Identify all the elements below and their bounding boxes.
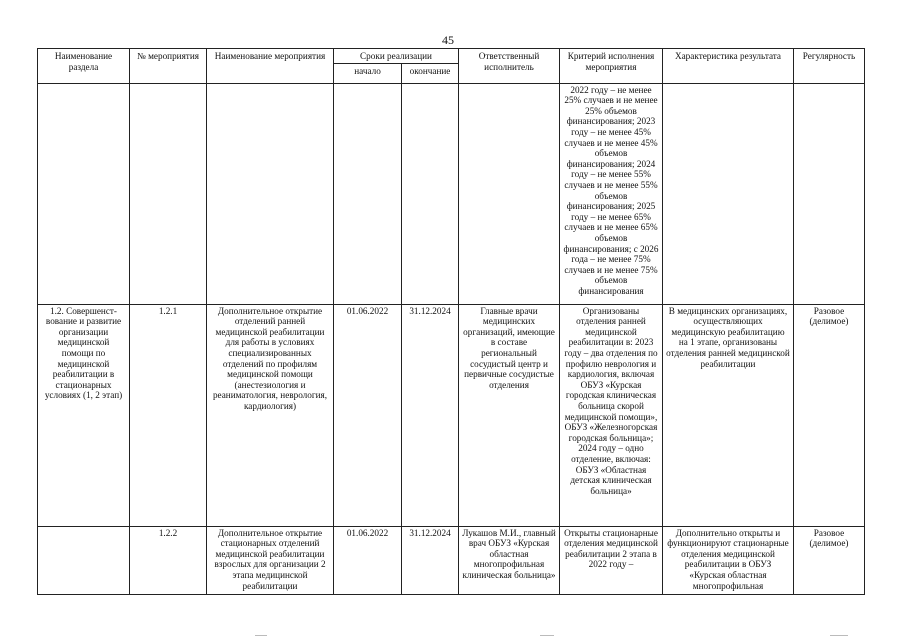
cell-responsible: Главные врачи медицинских организаций, имеющие в составе региональный сосудистый центр и первичные сосудистые отделения bbox=[459, 304, 560, 526]
cell-criterion: Открыты стационарные отделения медицинской реабилитации 2 этапа в 2022 году – bbox=[560, 526, 663, 594]
table-row bbox=[38, 83, 865, 304]
scan-mark bbox=[255, 635, 267, 636]
header-event-no: № мероприятия bbox=[130, 49, 207, 84]
cell-section: 1.2. Совершенст-вование и развитие организации медицинской помощи по медицинской реабилитации в стационарных условиях (1, 2 этап) bbox=[38, 304, 130, 526]
header-section: Наименование раздела bbox=[38, 49, 130, 84]
cell-start: 01.06.2022 bbox=[334, 526, 402, 594]
header-responsible: Ответственный исполнитель bbox=[459, 49, 560, 84]
header-row bbox=[38, 49, 865, 64]
header-terms: Сроки реализации bbox=[334, 49, 459, 64]
header-criterion: Критерий исполнения мероприятия bbox=[560, 49, 663, 84]
cell-event-name: Дополнительное открытие отделений ранней медицинской реабилитации для работы в условиях специализированных отделений по профилям медицинской помощи (анестезиология и реаниматология, неврология, кардиология) bbox=[207, 304, 334, 526]
cell-section bbox=[38, 83, 130, 304]
table-row bbox=[38, 304, 865, 526]
cell-start: 01.06.2022 bbox=[334, 304, 402, 526]
cell-regularity: Разовое (делимое) bbox=[794, 304, 865, 526]
cell-responsible: Лукашов М.И., главный врач ОБУЗ «Курская областная многопрофильная клиническая больница» bbox=[459, 526, 560, 594]
cell-result bbox=[663, 83, 794, 304]
page-number: 45 bbox=[442, 33, 454, 47]
cell-event-no: 1.2.2 bbox=[130, 526, 207, 594]
header-end: окончание bbox=[402, 63, 459, 83]
cell-responsible bbox=[459, 83, 560, 304]
cell-end: 31.12.2024 bbox=[402, 526, 459, 594]
cell-event-name: Дополнительное открытие стационарных отделений медицинской реабилитации взрослых для организации 2 этапа медицинской реабилитации bbox=[207, 526, 334, 594]
action-plan-table bbox=[37, 48, 865, 595]
cell-start bbox=[334, 83, 402, 304]
cell-result: В медицинских организациях, осуществляющих медицинскую реабилитацию на 1 этапе, организованы отделения ранней медицинской реабилитации bbox=[663, 304, 794, 526]
cell-result: Дополнительно открыты и функционируют стационарные отделения медицинской реабилитации в ОБУЗ «Курская областная многопрофильная bbox=[663, 526, 794, 594]
scan-artifacts bbox=[0, 630, 904, 636]
header-event-name: Наименование мероприятия bbox=[207, 49, 334, 84]
cell-criterion: 2022 году – не менее 25% случаев и не менее 25% объемов финансирования; 2023 году – не менее 45% случаев и не менее 45% объемов финансирования; 2024 году – не менее 55% случаев и не менее 55% объемов финансирования; 2025 году – не менее 65% случаев и не менее 65% объемов финансирования; с 2026 года – не менее 75% случаев и не менее 75% объемов финансирования bbox=[560, 83, 663, 304]
table-row bbox=[38, 526, 865, 594]
cell-criterion: Организованы отделения ранней медицинской реабилитации в: 2023 году – два отделения по профилю неврология и кардиология, включая ОБУЗ «Курская городская клиническая больница скорой медицинской помощи», ОБУЗ «Железногорская городская больница»; 2024 году – одно отделение, включая: ОБУЗ «Областная детская клиническая больница» bbox=[560, 304, 663, 526]
header-regularity: Регулярность bbox=[794, 49, 865, 84]
cell-event-no bbox=[130, 83, 207, 304]
cell-event-name bbox=[207, 83, 334, 304]
cell-end bbox=[402, 83, 459, 304]
header-result: Характеристика результата bbox=[663, 49, 794, 84]
cell-event-no: 1.2.1 bbox=[130, 304, 207, 526]
cell-end: 31.12.2024 bbox=[402, 304, 459, 526]
cell-section bbox=[38, 526, 130, 594]
header-start: начало bbox=[334, 63, 402, 83]
cell-regularity bbox=[794, 83, 865, 304]
scan-mark bbox=[830, 635, 848, 636]
scan-mark bbox=[540, 635, 554, 636]
cell-regularity: Разовое (делимое) bbox=[794, 526, 865, 594]
